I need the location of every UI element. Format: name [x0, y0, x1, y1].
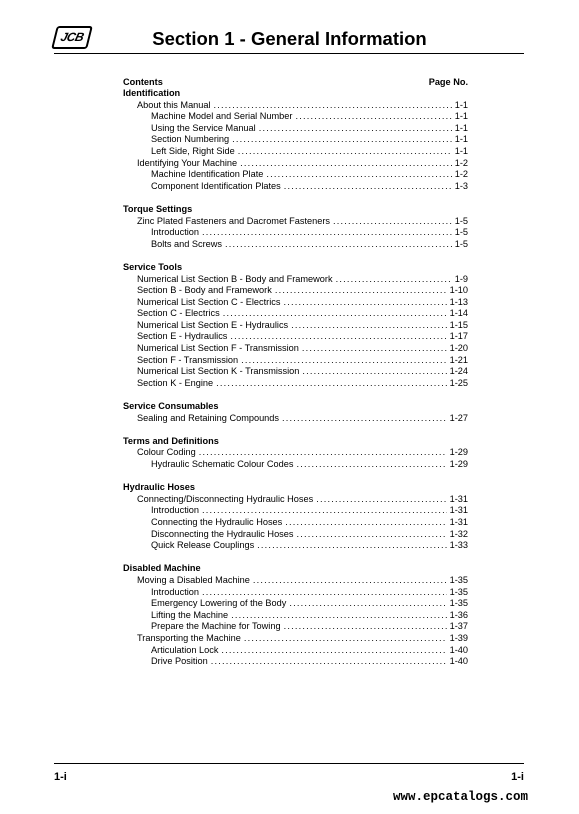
dot-leader	[211, 656, 447, 668]
toc-entry-page: 1-31	[449, 516, 468, 527]
dot-leader	[333, 216, 452, 228]
toc-entry[interactable]	[123, 227, 468, 239]
dot-leader	[221, 645, 446, 657]
toc-entry-label: Machine Model and Serial Number	[151, 111, 293, 122]
watermark-url: www.epcatalogs.com	[392, 790, 528, 804]
toc-entry[interactable]	[123, 633, 468, 645]
toc-entry-label: Section F - Transmission	[137, 354, 239, 365]
toc-section-title: Terms and Definitions	[123, 435, 219, 446]
toc-entry[interactable]	[123, 517, 468, 529]
dot-leader	[291, 320, 446, 332]
toc-entry-label: About this Manual	[137, 99, 211, 110]
toc-entry-label: Machine Identification Plate	[151, 169, 264, 180]
toc-entry-label: Introduction	[151, 505, 200, 516]
dot-leader	[214, 100, 452, 112]
toc-section	[123, 436, 468, 471]
dot-leader	[232, 134, 452, 146]
toc-entry-page: 1-15	[449, 319, 468, 330]
toc-entry[interactable]	[123, 297, 468, 309]
toc-entry-page: 1-13	[449, 296, 468, 307]
toc-entry-page: 1-5	[454, 238, 468, 249]
dot-leader	[282, 413, 447, 425]
dot-leader	[302, 343, 447, 355]
toc-entry-page: 1-25	[449, 377, 468, 388]
toc-entry[interactable]	[123, 598, 468, 610]
toc-entry[interactable]	[123, 494, 468, 506]
section-gap	[123, 250, 468, 262]
toc-entry-page: 1-31	[449, 493, 468, 504]
toc-entry-label: Zinc Plated Fasteners and Dacromet Fasteners	[137, 215, 331, 226]
toc-entry-label: Bolts and Screws	[151, 238, 222, 249]
toc-entry-label: Section K - Engine	[137, 377, 214, 388]
toc-entry-page: 1-9	[454, 273, 468, 284]
dot-leader	[238, 146, 452, 158]
toc-entry[interactable]	[123, 447, 468, 459]
toc-section-title: Hydraulic Hoses	[123, 482, 195, 493]
toc-entry-page: 1-21	[449, 354, 468, 365]
toc-entry-label: Introduction	[151, 586, 200, 597]
dot-leader	[216, 378, 447, 390]
toc-entry[interactable]	[123, 610, 468, 622]
footer-page-number-left: 1-i	[54, 771, 67, 783]
toc-entry[interactable]	[123, 355, 468, 367]
toc-entry-label: Quick Release Couplings	[151, 540, 255, 551]
toc-entry-label: Component Identification Plates	[151, 180, 281, 191]
toc-entry[interactable]	[123, 111, 468, 123]
dot-leader	[289, 598, 446, 610]
toc-entry-page: 1-1	[454, 145, 468, 156]
dot-leader	[284, 181, 452, 193]
toc-entry-page: 1-35	[449, 598, 468, 609]
toc-entry-label: Disconnecting the Hydraulic Hoses	[151, 528, 294, 539]
dot-leader	[316, 494, 446, 506]
toc-entry[interactable]	[123, 378, 468, 390]
section-gap	[123, 471, 468, 483]
dot-leader	[202, 587, 447, 599]
toc-entry-label: Identifying Your Machine	[137, 157, 238, 168]
toc-section-title: Torque Settings	[123, 203, 193, 214]
toc-section-title: Disabled Machine	[123, 563, 201, 574]
toc-entry-page: 1-35	[449, 586, 468, 597]
toc-entry-page: 1-36	[449, 609, 468, 620]
toc-entry-label: Section Numbering	[151, 134, 230, 145]
toc-entry[interactable]	[123, 320, 468, 332]
page-no-label: Page No.	[428, 77, 468, 87]
dot-leader	[257, 540, 446, 552]
toc-entry-label: Section C - Electrics	[137, 308, 220, 319]
toc-entry-page: 1-31	[449, 505, 468, 516]
toc-section	[123, 204, 468, 250]
toc-entry[interactable]	[123, 216, 468, 228]
toc-entry[interactable]	[123, 123, 468, 135]
toc-section	[123, 482, 468, 552]
dot-leader	[202, 227, 452, 239]
toc-entry[interactable]	[123, 308, 468, 320]
dot-leader	[259, 123, 452, 135]
toc-entry[interactable]	[123, 331, 468, 343]
toc-entry-label: Left Side, Right Side	[151, 145, 235, 156]
toc-entry[interactable]	[123, 181, 468, 193]
dot-leader	[284, 621, 447, 633]
toc-entry-label: Numerical List Section K - Transmission	[137, 366, 300, 377]
toc-entry-page: 1-29	[449, 459, 468, 469]
jcb-logo-text: JCB	[59, 30, 86, 44]
toc-entry-label: Numerical List Section F - Transmission	[137, 343, 299, 354]
footer-divider	[54, 763, 524, 764]
dot-leader	[225, 239, 452, 251]
toc-entry-page: 1-32	[449, 528, 468, 539]
toc-entry-page: 1-2	[454, 157, 468, 168]
toc-entry[interactable]	[123, 285, 468, 297]
toc-entry[interactable]	[123, 146, 468, 158]
dot-leader	[275, 285, 447, 297]
toc-entry[interactable]	[123, 587, 468, 599]
section-gap	[123, 389, 468, 401]
toc-entry[interactable]	[123, 575, 468, 587]
toc-entry-label: Introduction	[151, 227, 200, 238]
toc-entry-page: 1-5	[454, 227, 468, 238]
toc-entry-page: 1-17	[449, 331, 468, 342]
toc-entry-label: Sealing and Retaining Compounds	[137, 412, 279, 423]
toc-entry-page: 1-1	[454, 122, 468, 133]
toc-entry-page: 1-37	[449, 621, 468, 632]
toc-entry-label: Numerical List Section E - Hydraulics	[137, 319, 289, 330]
toc-section-title: Service Consumables	[123, 401, 219, 412]
table-of-contents	[123, 76, 468, 668]
dot-leader	[202, 505, 447, 517]
toc-entry[interactable]	[123, 239, 468, 251]
toc-entry[interactable]	[123, 656, 468, 668]
toc-entry-page: 1-2	[454, 169, 468, 180]
toc-entry-label: Connecting/Disconnecting Hydraulic Hoses	[137, 493, 314, 504]
toc-section-title: Service Tools	[123, 261, 183, 272]
toc-entry-label: Section E - Hydraulics	[137, 331, 228, 342]
toc-entry-page: 1-33	[449, 540, 468, 551]
contents-header-row	[123, 76, 468, 88]
toc-entry-page: 1-40	[449, 656, 468, 667]
toc-entry-label: Emergency Lowering of the Body	[151, 598, 287, 609]
toc-entry[interactable]	[123, 645, 468, 657]
toc-entry-page: 1-10	[449, 285, 468, 296]
toc-entry[interactable]	[123, 621, 468, 633]
toc-entry[interactable]	[123, 366, 468, 378]
dot-leader	[285, 517, 446, 529]
toc-entry-label: Drive Position	[151, 656, 208, 667]
dot-leader	[223, 308, 447, 320]
section-gap	[123, 552, 468, 564]
toc-entry-page: 1-1	[454, 99, 468, 110]
dot-leader	[336, 274, 452, 286]
toc-entry-label: Transporting the Machine	[137, 632, 241, 643]
toc-section	[123, 262, 468, 390]
toc-entry-page: 1-24	[449, 366, 468, 377]
header-divider	[54, 53, 524, 54]
toc-entry[interactable]	[123, 459, 468, 471]
toc-entry-label: Connecting the Hydraulic Hoses	[151, 516, 283, 527]
toc-entry[interactable]	[123, 134, 468, 146]
contents-label: Contents	[123, 77, 163, 87]
toc-entry[interactable]	[123, 505, 468, 517]
toc-entry-page: 1-40	[449, 644, 468, 655]
dot-leader	[241, 355, 447, 367]
toc-entry[interactable]	[123, 158, 468, 170]
dot-leader	[302, 366, 446, 378]
toc-entry-label: Lifting the Machine	[151, 609, 229, 620]
toc-entry[interactable]	[123, 413, 468, 425]
toc-section-title: Identification	[123, 88, 181, 98]
dot-leader	[296, 529, 446, 541]
toc-entry-page: 1-14	[449, 308, 468, 319]
dot-leader	[230, 331, 446, 343]
dot-leader	[253, 575, 447, 587]
toc-entry-label: Hydraulic Schematic Colour Codes	[151, 459, 294, 469]
toc-section	[123, 401, 468, 424]
toc-entry-page: 1-3	[454, 180, 468, 191]
toc-section	[123, 88, 468, 192]
dot-leader	[266, 169, 451, 181]
toc-entry-page: 1-1	[454, 134, 468, 145]
toc-entry[interactable]	[123, 274, 468, 286]
toc-entry-page: 1-39	[449, 632, 468, 643]
toc-entry-label: Using the Service Manual	[151, 122, 256, 133]
page-title: Section 1 - General Information	[152, 28, 427, 49]
dot-leader	[244, 633, 447, 645]
dot-leader	[283, 297, 446, 309]
toc-entry[interactable]	[123, 529, 468, 541]
toc-entry-label: Colour Coding	[137, 447, 196, 458]
toc-section	[123, 563, 468, 667]
toc-entry-page: 1-27	[449, 412, 468, 423]
toc-entry[interactable]	[123, 169, 468, 181]
toc-entry-page: 1-1	[454, 111, 468, 122]
toc-entry-label: Section B - Body and Framework	[137, 285, 272, 296]
toc-entry-label: Prepare the Machine for Towing	[151, 621, 281, 632]
toc-entry-page: 1-29	[449, 447, 468, 458]
dot-leader	[240, 158, 452, 170]
dot-leader	[231, 610, 446, 622]
dot-leader	[296, 459, 446, 471]
dot-leader	[295, 111, 451, 123]
toc-entry[interactable]	[123, 343, 468, 355]
dot-leader	[199, 447, 447, 459]
toc-entry-label: Articulation Lock	[151, 644, 219, 655]
section-gap	[123, 424, 468, 436]
toc-entry-page: 1-5	[454, 215, 468, 226]
toc-entry[interactable]	[123, 540, 468, 552]
toc-entry-label: Numerical List Section B - Body and Framework	[137, 273, 333, 284]
toc-entry-label: Numerical List Section C - Electrics	[137, 296, 281, 307]
toc-entry-page: 1-35	[449, 574, 468, 585]
toc-entry-page: 1-20	[449, 343, 468, 354]
toc-entry-label: Moving a Disabled Machine	[137, 574, 250, 585]
footer-page-number-right: 1-i	[511, 771, 524, 783]
section-gap	[123, 192, 468, 204]
toc-entry[interactable]	[123, 100, 468, 112]
